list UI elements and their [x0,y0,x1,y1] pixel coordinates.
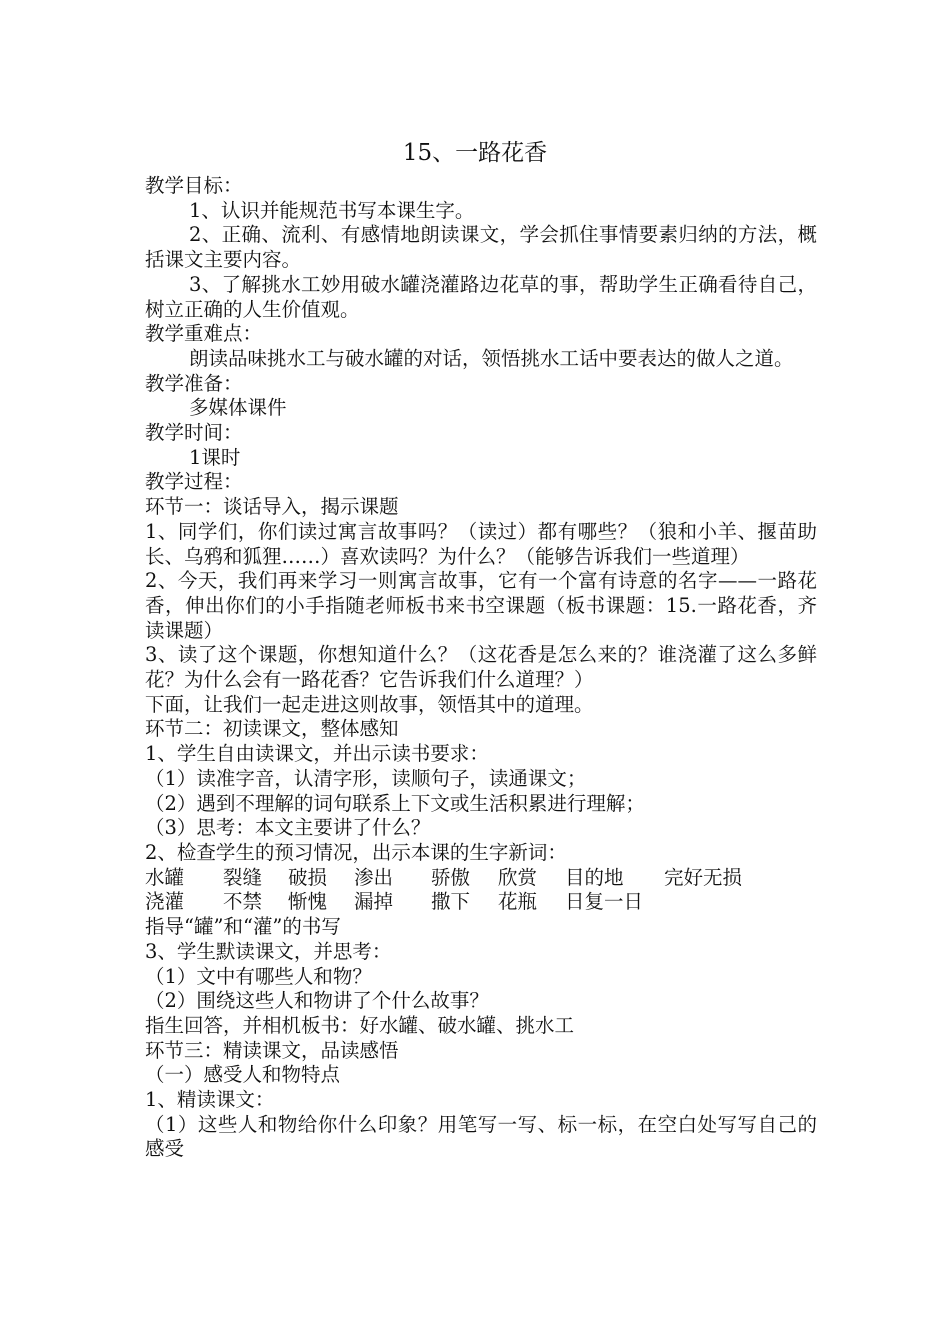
requirement-item: （1）读准字音，认清字形，读顺句子，读通课文； [145,766,587,790]
paragraph: 3、学生默读课文，并思考： [145,939,392,963]
vocab-word: 浇灌 [145,890,185,914]
question-item: （2）围绕这些人和物讲了个什么故事？ [145,989,489,1013]
paragraph: 1、同学们，你们读过寓言故事吗？（读过）都有哪些？（狼和小羊、揠苗助长、乌鸦和狐狸……）喜欢读吗？为什么？（能够告诉我们一些道理） [145,519,817,568]
preparation-text: 多媒体课件 [189,396,287,420]
time-heading: 教学时间： [145,421,243,445]
vocab-word: 裂缝 [223,865,263,889]
vocab-word: 骄傲 [431,865,471,889]
goals-heading: 教学目标： [145,174,243,197]
paragraph: 指生回答，并相机板书：好水罐、破水罐、挑水工 [145,1013,575,1037]
vocab-word: 不禁 [223,890,263,914]
goal-item: 3、了解挑水工妙用破水罐浇灌路边花草的事，帮助学生正确看待自己，树立正确的人生价值观。 [145,272,817,321]
vocab-word: 水罐 [145,865,185,889]
document-body [145,174,817,1162]
vocab-word: 花瓶 [498,890,538,914]
paragraph: 2、检查学生的预习情况，出示本课的生字新词： [145,840,567,864]
page-title: 15、一路花香 [402,140,548,166]
requirement-item: （3）思考：本文主要讲了什么？ [145,816,431,840]
vocab-word: 惭愧 [288,890,328,914]
paragraph: 指导“罐”和“灌”的书写 [145,915,341,939]
question-item: （1）文中有哪些人和物？ [145,964,372,988]
vocab-word: 漏掉 [354,890,394,914]
key-points-text: 朗读品味挑水工与破水罐的对话，领悟挑水工话中要表达的做人之道。 [189,346,794,370]
paragraph: （1）这些人和物给你什么印象？用笔写一写、标一标，在空白处写写自己的感受 [145,1112,817,1161]
requirement-item: （2）遇到不理解的词句联系上下文或生活积累进行理解； [145,791,645,815]
vocab-word: 撒下 [431,890,471,914]
paragraph: 下面，让我们一起走进这则故事，领悟其中的道理。 [145,692,594,716]
vocab-word: 渗出 [354,865,394,889]
section-heading: 环节三：精读课文，品读感悟 [145,1038,399,1062]
vocab-word: 破损 [288,865,328,889]
process-heading: 教学过程： [145,470,243,494]
paragraph: 3、读了这个课题，你想知道什么？（这花香是怎么来的？谁浇灌了这么多鲜花？为什么会有一路花香？它告诉我们什么道理？） [145,643,817,692]
vocab-word: 欣赏 [498,865,538,889]
time-text: 1课时 [189,445,241,469]
section-heading: 环节一：谈话导入，揭示课题 [145,495,399,519]
paragraph: 1、学生自由读课文，并出示读书要求： [145,742,489,766]
section-heading: 环节二：初读课文，整体感知 [145,717,399,741]
vocab-word: 目的地 [565,865,624,889]
goal-item: 1、认识并能规范书写本课生字。 [189,198,475,222]
paragraph: 2、今天，我们再来学习一则寓言故事，它有一个富有诗意的名字——一路花香，伸出你们的小手指随老师板书来书空课题（板书课题：15.一路花香，齐读课题） [145,569,817,642]
key-points-heading: 教学重难点： [145,322,263,346]
preparation-heading: 教学准备： [145,371,243,395]
vocab-word: 完好无损 [664,865,743,889]
vocab-word: 日复一日 [565,890,644,914]
subsection-heading: （一）感受人和物特点 [145,1063,341,1087]
paragraph: 1、精读课文： [145,1088,275,1112]
goal-item: 2、正确、流利、有感情地朗读课文，学会抓住事情要素归纳的方法，概括课文主要内容。 [145,223,817,272]
vocab-row [145,866,817,891]
vocab-row [145,890,817,915]
